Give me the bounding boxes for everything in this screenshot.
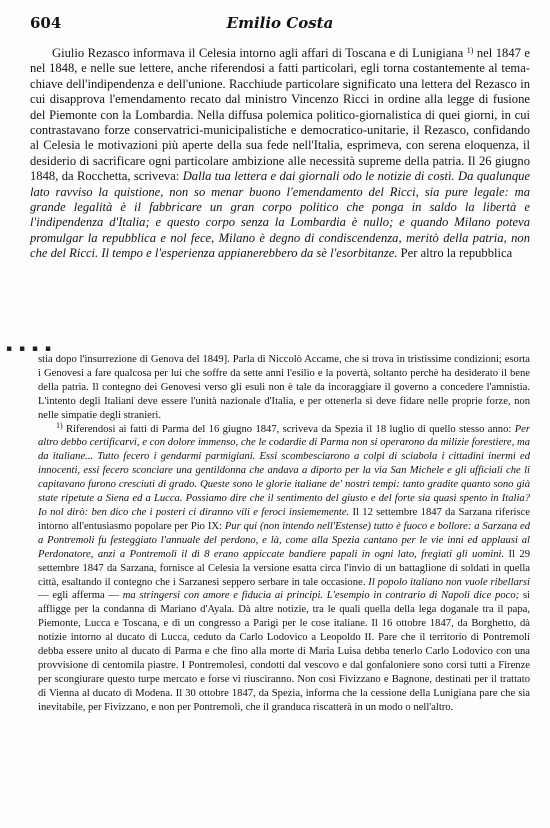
footnote-text: Il 29 settembre 1847 da Sarzana, fornisce al Celesia la versione esatta circa l'invio di un battaglione di soldati in quella città, esaltando il contegno che i Sarzanesi seppero serbare in tale occasione. (38, 548, 531, 588)
footnote-marker: 1) (466, 46, 474, 55)
footnote-quotation: Pur qui (non intendo nell'Estense) tutto è fuoco e bollore: a Sarzana ed a Pontremoli fu festeggiato l'annuale del perdono, e là, come alla Spezia cantano per le vie inni ed applausi al Perdonatore, anzi a Pontremoli il dì 8 erano appiccate bandiere papali in ogni lato, fregiati gli uomini. (38, 520, 530, 560)
main-text-part: nel 1847 e nel 1848, e nelle sue lettere, anche riferendosi a fatti particolari, egli torna costantemente al tema-chiave dell'indipendenza e dell'unione. Racchiude particolare significato una lettera del Rezasco in cui disapprova l'emendamento recato dal ministro Vincenzo Ricci in ordine alla legge di fusione del Piemonte con la Lombardia. Nella diffusa polemica politico-giornalistica di quei giorni, in cui contrastavano forze conservatrici-municipalistiche e democratico-unitarie, il Rezasco, confidando al Celesia le motivazioni più aperte della sua fede nell'Italia, esprimeva, con serena eloquenza, il desiderio di sacrificare ogni particolare ambizione alle necessità supreme della patria. Il 26 giugno 1848, da Rocchetta, scriveva: (30, 46, 530, 184)
main-paragraph (30, 46, 530, 262)
footnote (38, 420, 531, 715)
letter-quotation: Dalla tua lettera e dai giornali odo le notizie di costì. Da qualunque lato ravviso la quistione, non so menar buono l'emendamento del Ricci, sia pure legale: ma grande legalità è il fabbricare un gran corpo politico che ponga in saldo la libertà e l'indipendenza d'Italia; e questo corpo senza la Lombardia è nullo; e quando Milano poteva promulgar la repubblica e nol fece, Milano è degno di condiscendenza, meritò della patria, non che del Ricci. Il tempo e l'esperienza appianerebbero da sè l'esorbitanze. (30, 169, 530, 261)
footnote-quotation: ma stringersi con amore e fiducia ai principi. L'esempio in contrario di Napoli dice poco; (122, 590, 520, 602)
main-text-part: Giulio Rezasco informava il Celesia intorno agli affari di Toscana e di Lunigiana (52, 46, 464, 60)
footnote-text: Riferendosi ai fatti di Parma del 16 giugno 1847, scriveva da Spezia il 18 luglio di quello stesso anno: (66, 423, 512, 435)
footnotes (38, 353, 530, 715)
main-text-part: Per altro la repubblica (400, 246, 513, 261)
footnote-quotation: Il popolo italiano non vuole ribellarsi (368, 576, 530, 588)
footnote-continuation: stia dopo l'insurrezione di Genova del 1849]. Parla di Niccolò Accame, che si trova in tristissime condizioni; esorta i Genovesi a fare qualcosa per lui che soffre da sette anni l'esilio e la povertà, soltanto perchè ha desiderato il bene della patria. Il contegno dei Genovesi verso gli esuli non è tale da incoraggiare il governo a concedere l'amnistia. L'intento degli Italiani deve essere l'unità nazionale d'Italia, e per ottenerla si deve fidare nelle proprie forze, non nelle simpatie degli stranieri. (38, 354, 530, 421)
page-header (30, 14, 530, 34)
running-head: Emilio Costa (226, 14, 334, 32)
footnote-quotation: Per altro debbo certificarvi, e con dolore immenso, che le codardie di Parma non si operarono da milizie forestiere, ma da italiane... Tutto fecero i gendarmi parmigiani. Essi scombesciarono a colpi di sciabola i cittadini inermi ed innocenti, essi fecero sconciare una gentildonna che andava a diporto per la via San Michele e gli ufficiali che li capitavano furono cresciuti di grado. Queste sono le glorie italiane de' nostri tempi: tanto gradite quanto sono già state ripetute a Siena ed a Lucca. Possiamo dire che il sentimento del giusto e del forte sia quasi spento in Italia? Io nol dirò: ben dico che i posteri ci diranno vili e feroci insiememente. (38, 423, 530, 518)
footnote-text: Il 12 settembre 1847 da Sarzana riferisce intorno all'entusiasmo popolare per Pio IX: (38, 506, 530, 532)
main-text (30, 46, 530, 262)
footnote-text: — egli afferma — (38, 590, 120, 602)
footnote-text: si affligge per la condanna di Mariano d'Ayala. Dà altre notizie, tra le quali quella della lega doganale tra il papa, Piemonte, Lucca e Toscana, e di un congresso a Parigi per le cose italiane. Il 16 ottobre 1847, da Borghetto, dà notizie intorno al ducato di Lucca, ceduto da Carlo Lodovico a Leopoldo II. Pare che il territorio di Pontremoli debba essere unito al ducato di Parma e che fino alla morte di Maria Luisa debba tenerlo Carlo Lodovico con una provvisione di centomila piastre. I Pontremolesi, condotti dal vescovo e dal gonfaloniere sono corsi tutti a Firenze per scongiurare questo turpe mercato e forse vi riusciranno. Non così Fivizzano e Bagnone, destinati per il trattato di Vienna al ducato di Modena. Il 30 ottobre 1847, da Spezia, informa che la cessione della Lunigiana pare che sia inevitabile, per Fivizzano, e non per Pontremoli, che il granduca riscatterà in un modo o nell'altro. (38, 590, 531, 713)
page-number: 604 (30, 14, 62, 32)
footnote-number: 1) (56, 420, 63, 430)
margin-marks: ▪ ▪ ▪ ▪ (6, 344, 53, 354)
